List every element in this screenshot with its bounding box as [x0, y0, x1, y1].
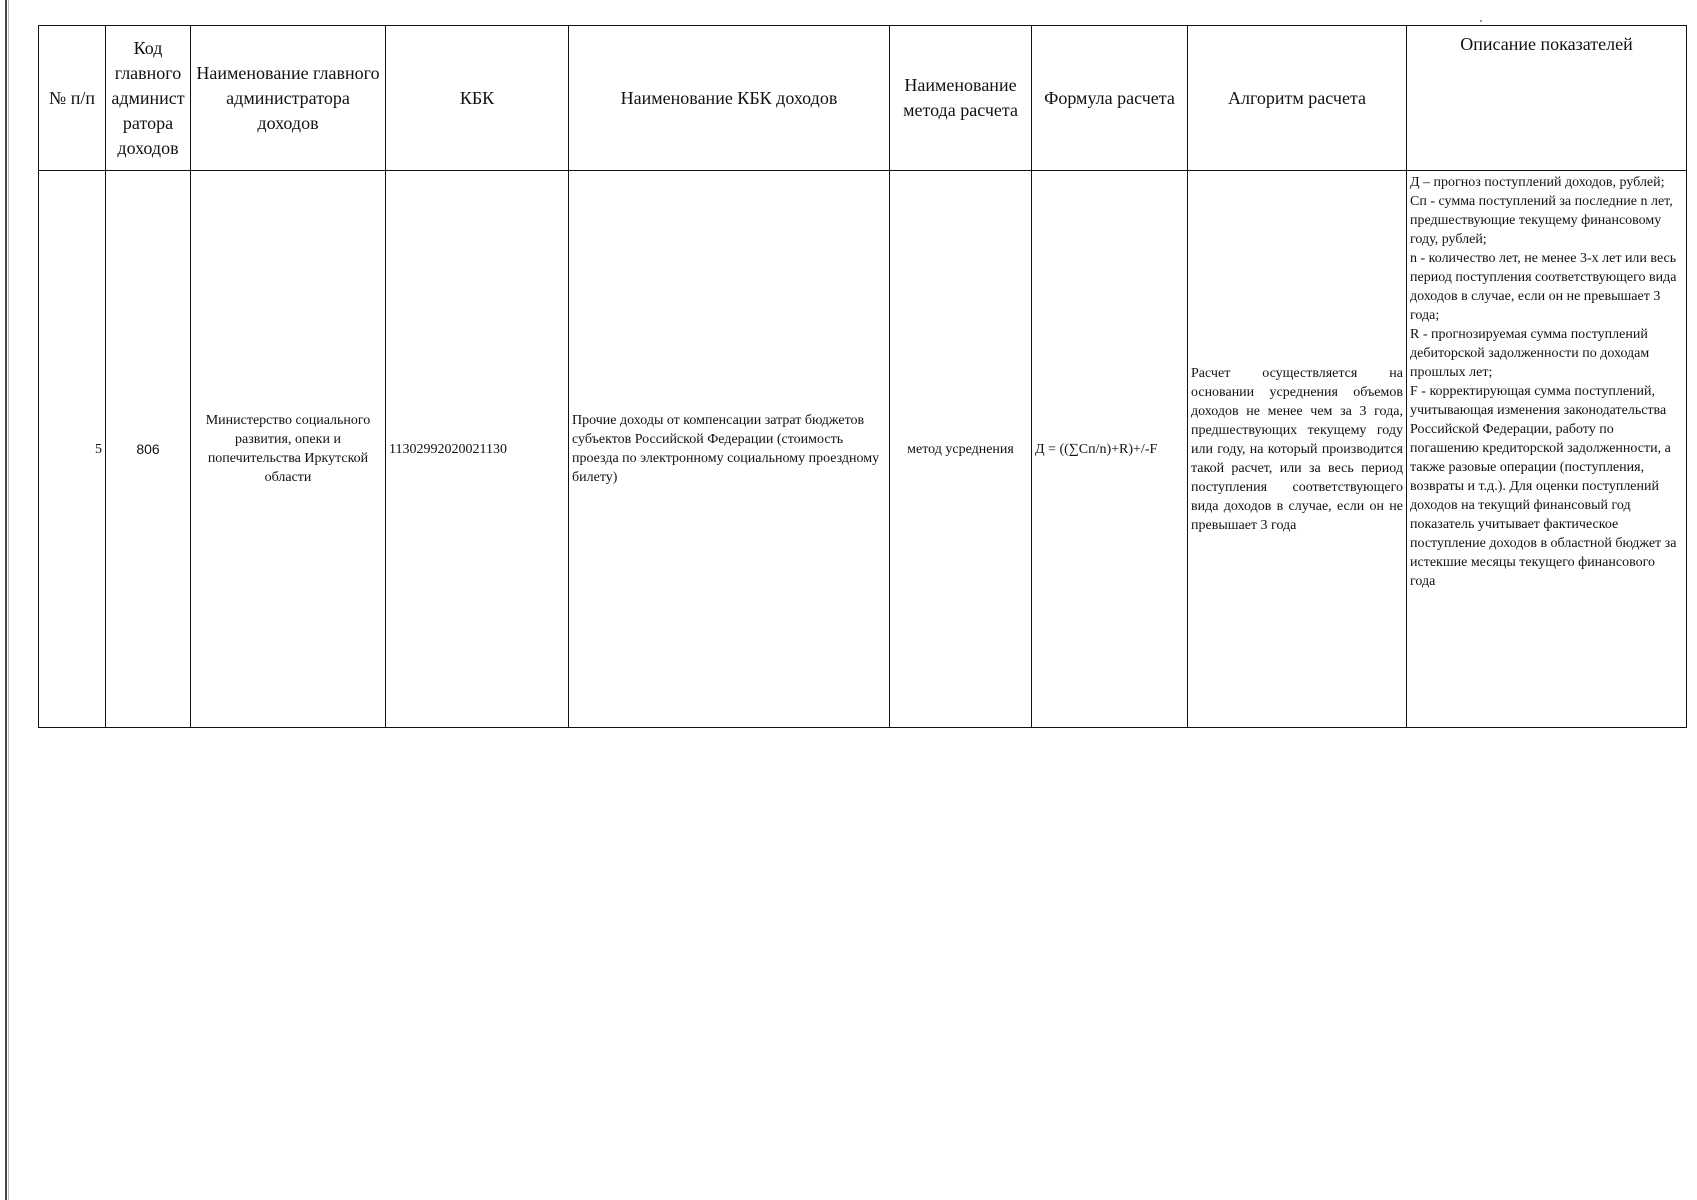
revenue-methodology-table	[38, 25, 1687, 728]
header-admin-code: Код главного админист ратора доходов	[106, 26, 191, 171]
scan-speck	[1480, 20, 1482, 22]
formula-cell: Д = ((∑Сп/n)+R)+/-F	[1032, 171, 1188, 728]
admin-code-cell: 806	[106, 171, 191, 728]
header-description: Описание показателей	[1407, 26, 1687, 171]
description-line-r: R - прогнозируемая сумма поступлений дебиторской задолженности по доходам прошлых лет;	[1410, 327, 1650, 380]
scan-edge-line-light	[8, 0, 9, 1200]
admin-name-cell: Министерство социального развития, опеки и попечительства Иркутской области	[191, 171, 386, 728]
description-line-f: F - корректирующая сумма поступлений, учитывающая изменения законодательства Российской Федерации, работу по погашению кредиторской задолженности, а также разовые операции (поступления, возвраты и т.д.). Для оценки поступлений доходов на текущий финансовый год показатель учитывает фактическое поступление доходов в областной бюджет за истекшие месяцы текущего финансового года	[1410, 384, 1677, 589]
description-line-n: n - количество лет, не менее 3-х лет или весь период поступления соответствующего вида доходов в случае, если он не превышает 3 года;	[1410, 251, 1677, 323]
kbk-name-cell: Прочие доходы от компенсации затрат бюджетов субъектов Российской Федерации (стоимость проезда по электронному социальному проездному билету)	[569, 171, 890, 728]
header-admin-name: Наименование главного администратора доходов	[191, 26, 386, 171]
header-algorithm: Алгоритм расчета	[1188, 26, 1407, 171]
description-line-sp: Сп - сумма поступлений за последние n лет, предшествующие текущему финансовому году, рублей;	[1410, 194, 1673, 247]
header-row-number: № п/п	[39, 26, 106, 171]
algorithm-cell: Расчет осуществляется на основании усреднения объемов доходов не менее чем за 3 года, предшествующих текущему году или году, на который производится такой расчет, или за весь период поступления соответствующего вида доходов в случае, если он не превышает 3 года	[1188, 171, 1407, 728]
scan-edge-line	[5, 0, 7, 1200]
header-method: Наименование метода расчета	[890, 26, 1032, 171]
method-cell: метод усреднения	[890, 171, 1032, 728]
row-number-cell: 5	[39, 171, 106, 728]
description-cell	[1407, 171, 1687, 728]
table-header-row	[39, 26, 1687, 171]
header-kbk: КБК	[386, 26, 569, 171]
kbk-cell: 11302992020021130	[386, 171, 569, 728]
table-row	[39, 171, 1687, 728]
header-formula: Формула расчета	[1032, 26, 1188, 171]
header-kbk-name: Наименование КБК доходов	[569, 26, 890, 171]
description-line-d: Д – прогноз поступлений доходов, рублей;	[1410, 175, 1665, 190]
